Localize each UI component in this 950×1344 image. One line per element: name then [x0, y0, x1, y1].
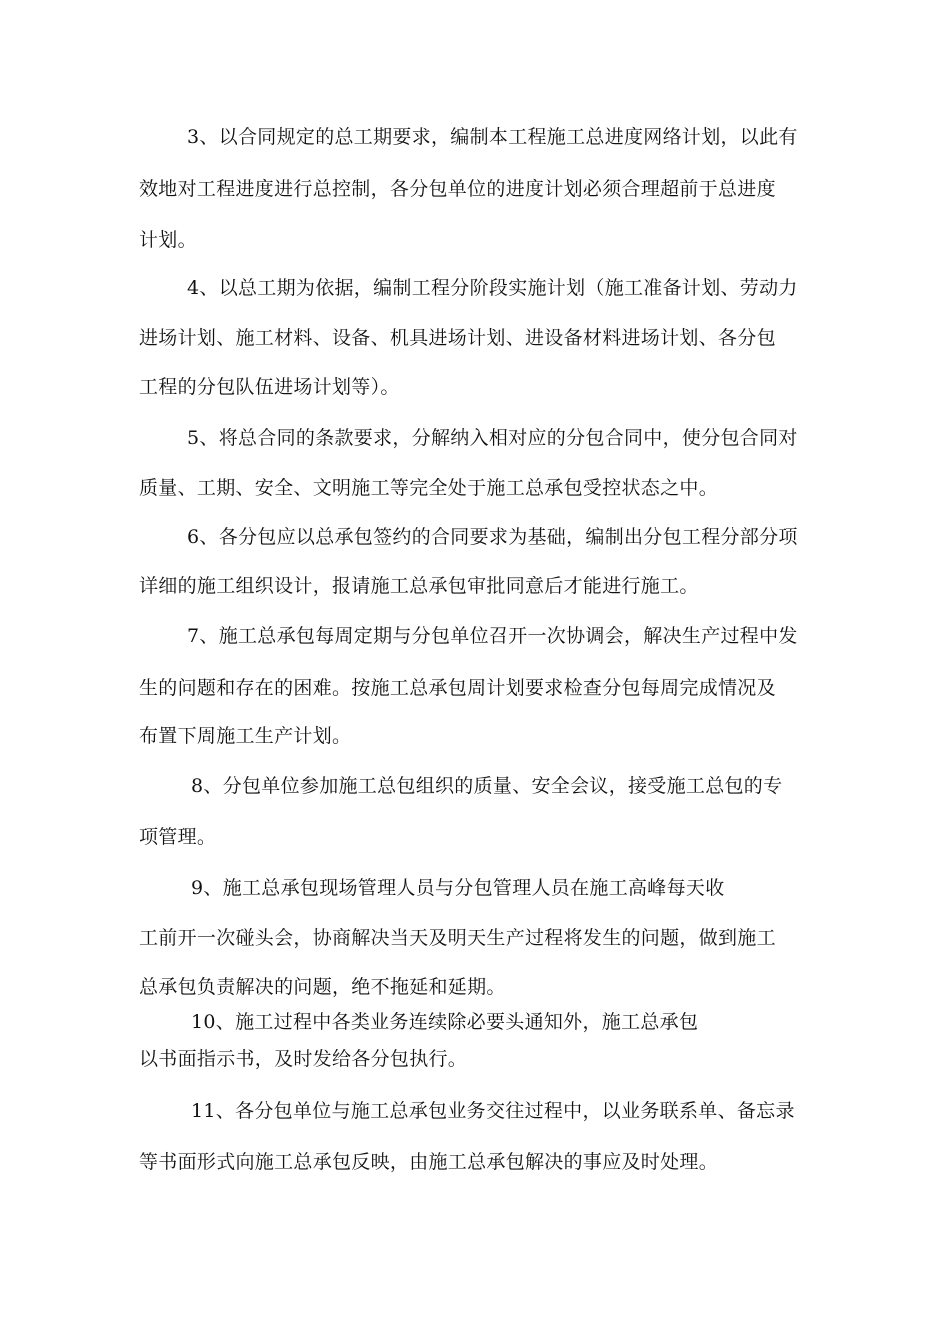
paragraph-3-line-2: 效地对工程进度进行总控制，各分包单位的进度计划必须合理超前于总进度 [139, 178, 776, 200]
paragraph-5-line-2: 质量、工期、安全、文明施工等完全处于施工总承包受控状态之中。 [139, 477, 719, 499]
paragraph-8-line-2: 项管理。 [139, 826, 217, 848]
paragraph-11-line-1: 11、各分包单位与施工总承包业务交往过程中，以业务联系单、备忘录 [191, 1100, 795, 1122]
paragraph-4-line-2: 进场计划、施工材料、设备、机具进场计划、进设备材料进场计划、各分包 [139, 327, 776, 349]
paragraph-9-line-1: 9、施工总承包现场管理人员与分包管理人员在施工高峰每天收 [191, 877, 725, 899]
paragraph-3-line-1: 3、以合同规定的总工期要求，编制本工程施工总进度网络计划，以此有 [187, 126, 798, 148]
paragraph-8-line-1: 8、分包单位参加施工总包组织的质量、安全会议，接受施工总包的专 [191, 775, 783, 797]
paragraph-5-line-1: 5、将总合同的条款要求，分解纳入相对应的分包合同中，使分包合同对 [187, 427, 798, 449]
paragraph-10-line-1: 10、施工过程中各类业务连续除必要头通知外，施工总承包 [191, 1011, 699, 1033]
paragraph-11-line-2: 等书面形式向施工总承包反映，由施工总承包解决的事应及时处理。 [139, 1151, 719, 1173]
paragraph-7-line-1: 7、施工总承包每周定期与分包单位召开一次协调会，解决生产过程中发 [187, 625, 798, 647]
paragraph-7-line-2: 生的问题和存在的困难。按施工总承包周计划要求检查分包每周完成情况及 [139, 677, 776, 699]
paragraph-3-line-3: 计划。 [139, 229, 197, 251]
paragraph-6-line-2: 详细的施工组织设计，报请施工总承包审批同意后才能进行施工。 [139, 575, 699, 597]
paragraph-4-line-1: 4、以总工期为依据，编制工程分阶段实施计划（施工准备计划、劳动力 [187, 277, 798, 299]
paragraph-9-line-3: 总承包负责解决的问题，绝不拖延和延期。 [139, 976, 506, 998]
paragraph-9-line-2: 工前开一次碰头会，协商解决当天及明天生产过程将发生的问题，做到施工 [139, 927, 776, 949]
paragraph-7-line-3: 布置下周施工生产计划。 [139, 725, 352, 747]
paragraph-4-line-3: 工程的分包队伍进场计划等）。 [139, 376, 400, 398]
paragraph-6-line-1: 6、各分包应以总承包签约的合同要求为基础，编制出分包工程分部分项 [187, 526, 798, 548]
paragraph-10-line-2: 以书面指示书，及时发给各分包执行。 [139, 1048, 468, 1070]
